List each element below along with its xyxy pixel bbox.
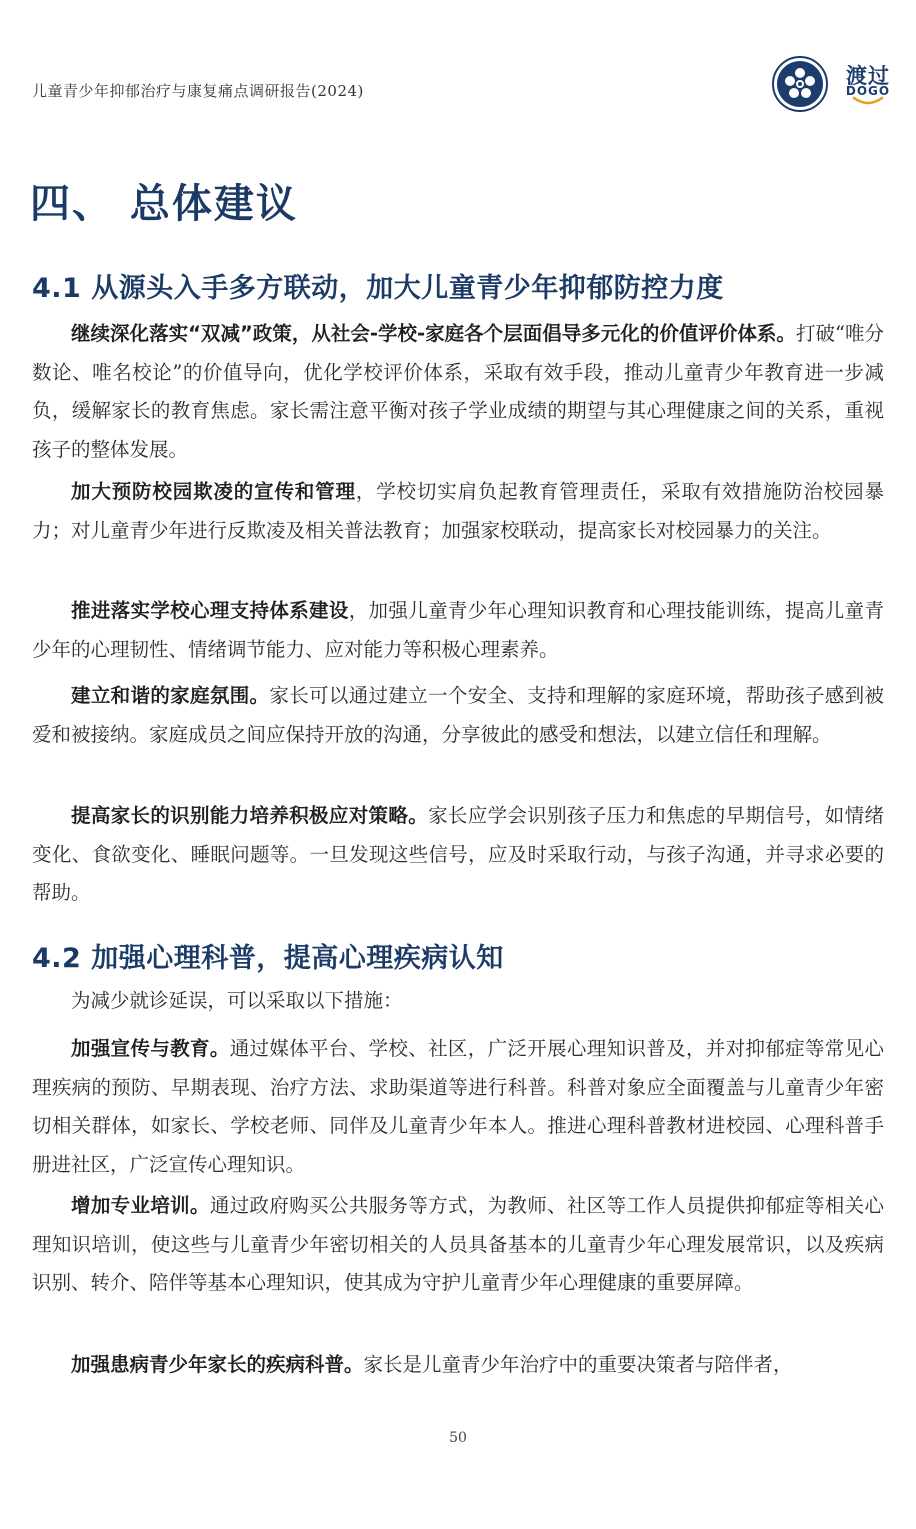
organization-logo-icon	[772, 56, 828, 112]
paragraph	[32, 1030, 884, 1184]
dogo-logo-english: DOGO	[845, 84, 891, 98]
paragraph	[32, 797, 884, 913]
paragraph-body: 家长应学会识别孩子压力和焦虑的早期信号，如情绪变化、食欲变化、睡眠问题等。一旦发现这些信号，应及时采取行动，与孩子沟通，并寻求必要的帮助。	[32, 804, 884, 904]
paragraph-body: 家长可以通过建立一个安全、支持和理解的家庭环境，帮助孩子感到被爱和被接纳。家庭成员之间应保持开放的沟通，分享彼此的感受和想法，以建立信任和理解。	[32, 684, 884, 746]
paragraph-lead: 提高家长的识别能力培养积极应对策略。	[71, 804, 429, 827]
smile-icon	[852, 96, 884, 106]
paragraph-lead: 加大预防校园欺凌的宣传和管理	[71, 480, 356, 503]
page-header	[0, 0, 916, 130]
paragraph-body: 打破“唯分数论、唯名校论”的价值导向，优化学校评价体系，采取有效手段，推动儿童青少年教育进一步减负，缓解家长的教育焦虑。家长需注意平衡对孩子学业成绩的期望与其心理健康之间的关系，重视孩子的整体发展。	[32, 322, 884, 461]
paragraph-body: 通过政府购买公共服务等方式，为教师、社区等工作人员提供抑郁症等相关心理知识培训，使这些与儿童青少年密切相关的人员具备基本的儿童青少年心理发展常识，以及疾病识别、转介、陪伴等基本心理知识，使其成为守护儿童青少年心理健康的重要屏障。	[32, 1194, 884, 1294]
paragraph-lead: 加强患病青少年家长的疾病科普。	[71, 1353, 364, 1376]
paragraph-lead: 建立和谐的家庭氛围。	[71, 684, 270, 707]
paragraph-body: 家长是儿童青少年治疗中的重要决策者与陪伴者，	[363, 1353, 793, 1376]
paragraph	[32, 473, 884, 550]
dogo-logo	[838, 60, 898, 120]
paragraph-lead: 加强宣传与教育。	[71, 1037, 230, 1060]
dogo-logo-chinese: 渡过	[846, 64, 890, 88]
section-title-4-2: 4.2 加强心理科普，提高心理疾病认知	[32, 943, 504, 974]
paragraph-body: 通过媒体平台、学校、社区，广泛开展心理知识普及，并对抑郁症等常见心理疾病的预防、早期表现、治疗方法、求助渠道等进行科普。科普对象应全面覆盖与儿童青少年密切相关群体，如家长、学校老师、同伴及儿童青少年本人。推进心理科普教材进校园、心理科普手册进社区，广泛宣传心理知识。	[32, 1037, 884, 1176]
paragraph-lead: 增加专业培训。	[71, 1194, 210, 1217]
report-title: 儿童青少年抑郁治疗与康复痛点调研报告(2024)	[32, 82, 364, 100]
paragraph	[32, 315, 884, 469]
page-number: 50	[449, 1430, 467, 1446]
paragraph	[32, 592, 884, 669]
paragraph	[32, 677, 884, 754]
paragraph-body: ，学校切实肩负起教育管理责任，采取有效措施防治校园暴力；对儿童青少年进行反欺凌及相关普法教育；加强家校联动，提高家长对校园暴力的关注。	[32, 480, 884, 542]
paragraph-lead: 推进落实学校心理支持体系建设	[71, 599, 349, 622]
section-title-4-1: 4.1 从源头入手多方联动，加大儿童青少年抑郁防控力度	[32, 273, 724, 304]
paragraph-lead: 继续深化落实“双减”政策，从社会-学校-家庭各个层面倡导多元化的价值评价体系。	[71, 322, 796, 345]
paragraph	[32, 982, 884, 1021]
paragraph	[32, 1187, 884, 1303]
paragraph	[32, 1346, 884, 1385]
paragraph-body: ，加强儿童青少年心理知识教育和心理技能训练，提高儿童青少年的心理韧性、情绪调节能力、应对能力等积极心理素养。	[32, 599, 884, 661]
paragraph-body: 为减少就诊延误，可以采取以下措施：	[71, 989, 403, 1012]
chapter-title: 四、 总体建议	[30, 181, 298, 227]
